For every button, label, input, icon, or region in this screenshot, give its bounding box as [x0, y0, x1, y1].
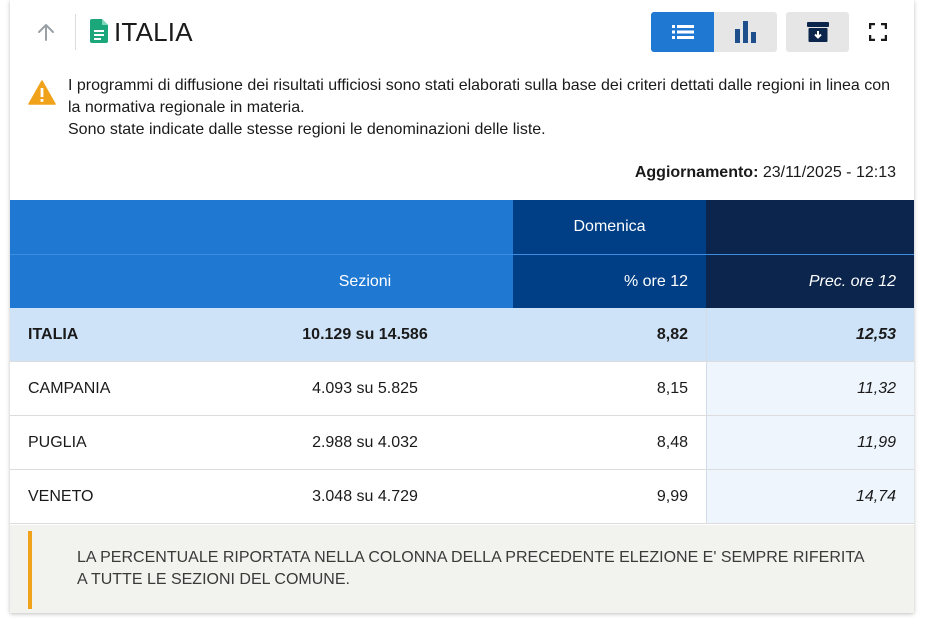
- warning-icon: [28, 80, 56, 105]
- footnote-box: [10, 525, 914, 613]
- column-header-prec: Prec. ore 12: [706, 255, 914, 309]
- table-row-total: [10, 308, 914, 362]
- bar-chart-icon: [735, 21, 757, 43]
- table-row: [10, 416, 914, 470]
- row-pct: 9,99: [656, 487, 688, 505]
- chart-view-button[interactable]: [714, 12, 777, 52]
- notice-line-1: I programmi di diffusione dei risultati ufficiosi sono stati elaborati sulla base dei criteri dettati dalle regioni in linea con la normativa regionale in materia.: [68, 77, 891, 116]
- row-sezioni: 2.988 su 4.032: [312, 433, 418, 451]
- notice-text: [68, 75, 898, 141]
- header-divider: [75, 14, 76, 50]
- update-timestamp: [635, 162, 896, 184]
- table-column-header-row: [10, 254, 914, 308]
- column-header-pct: % ore 12: [513, 255, 706, 309]
- results-card: [10, 0, 914, 613]
- row-name: PUGLIA: [28, 433, 87, 451]
- archive-download-icon: [807, 22, 829, 42]
- results-table: [10, 200, 914, 524]
- card-header: [10, 0, 914, 66]
- table-group-header-row: [10, 200, 914, 254]
- header-blank: [10, 200, 513, 254]
- row-name: VENETO: [28, 487, 94, 505]
- table-row: [10, 470, 914, 524]
- row-prec: 11,32: [706, 362, 914, 415]
- document-icon: [90, 19, 108, 43]
- row-sezioni: 4.093 su 5.825: [312, 379, 418, 397]
- row-sezioni: 10.129 su 14.586: [302, 325, 428, 343]
- arrow-up-icon: [36, 22, 56, 42]
- page-title: ITALIA: [114, 17, 193, 47]
- back-button[interactable]: [32, 18, 60, 46]
- row-prec: 12,53: [706, 308, 914, 361]
- notice-line-2: Sono state indicate dalle stesse regioni le denominazioni delle liste.: [68, 121, 546, 138]
- footnote-accent-bar: [28, 531, 32, 609]
- row-name: CAMPANIA: [28, 379, 111, 397]
- row-pct: 8,82: [656, 325, 688, 343]
- list-icon: [672, 24, 694, 40]
- group-header-domenica: Domenica: [513, 200, 706, 254]
- row-pct: 8,48: [656, 433, 688, 451]
- update-value: 23/11/2025 - 12:13: [762, 164, 896, 181]
- row-prec: 11,99: [706, 416, 914, 469]
- row-pct: 8,15: [656, 379, 688, 397]
- list-view-button[interactable]: [651, 12, 714, 52]
- row-sezioni: 3.048 su 4.729: [312, 487, 418, 505]
- fullscreen-icon: [869, 23, 887, 41]
- download-button[interactable]: [786, 12, 849, 52]
- table-row: [10, 362, 914, 416]
- row-prec: 14,74: [706, 470, 914, 523]
- fullscreen-button[interactable]: [860, 12, 896, 52]
- column-header-sezioni: Sezioni: [270, 255, 460, 309]
- footnote-text: LA PERCENTUALE RIPORTATA NELLA COLONNA DELLA PRECEDENTE ELEZIONE E' SEMPRE RIFERITA A TUTTE LE SEZIONI DEL COMUNE.: [77, 549, 864, 588]
- row-name: ITALIA: [28, 325, 79, 343]
- update-label: Aggiornamento:: [634, 164, 759, 181]
- header-blank-prec: [706, 200, 914, 254]
